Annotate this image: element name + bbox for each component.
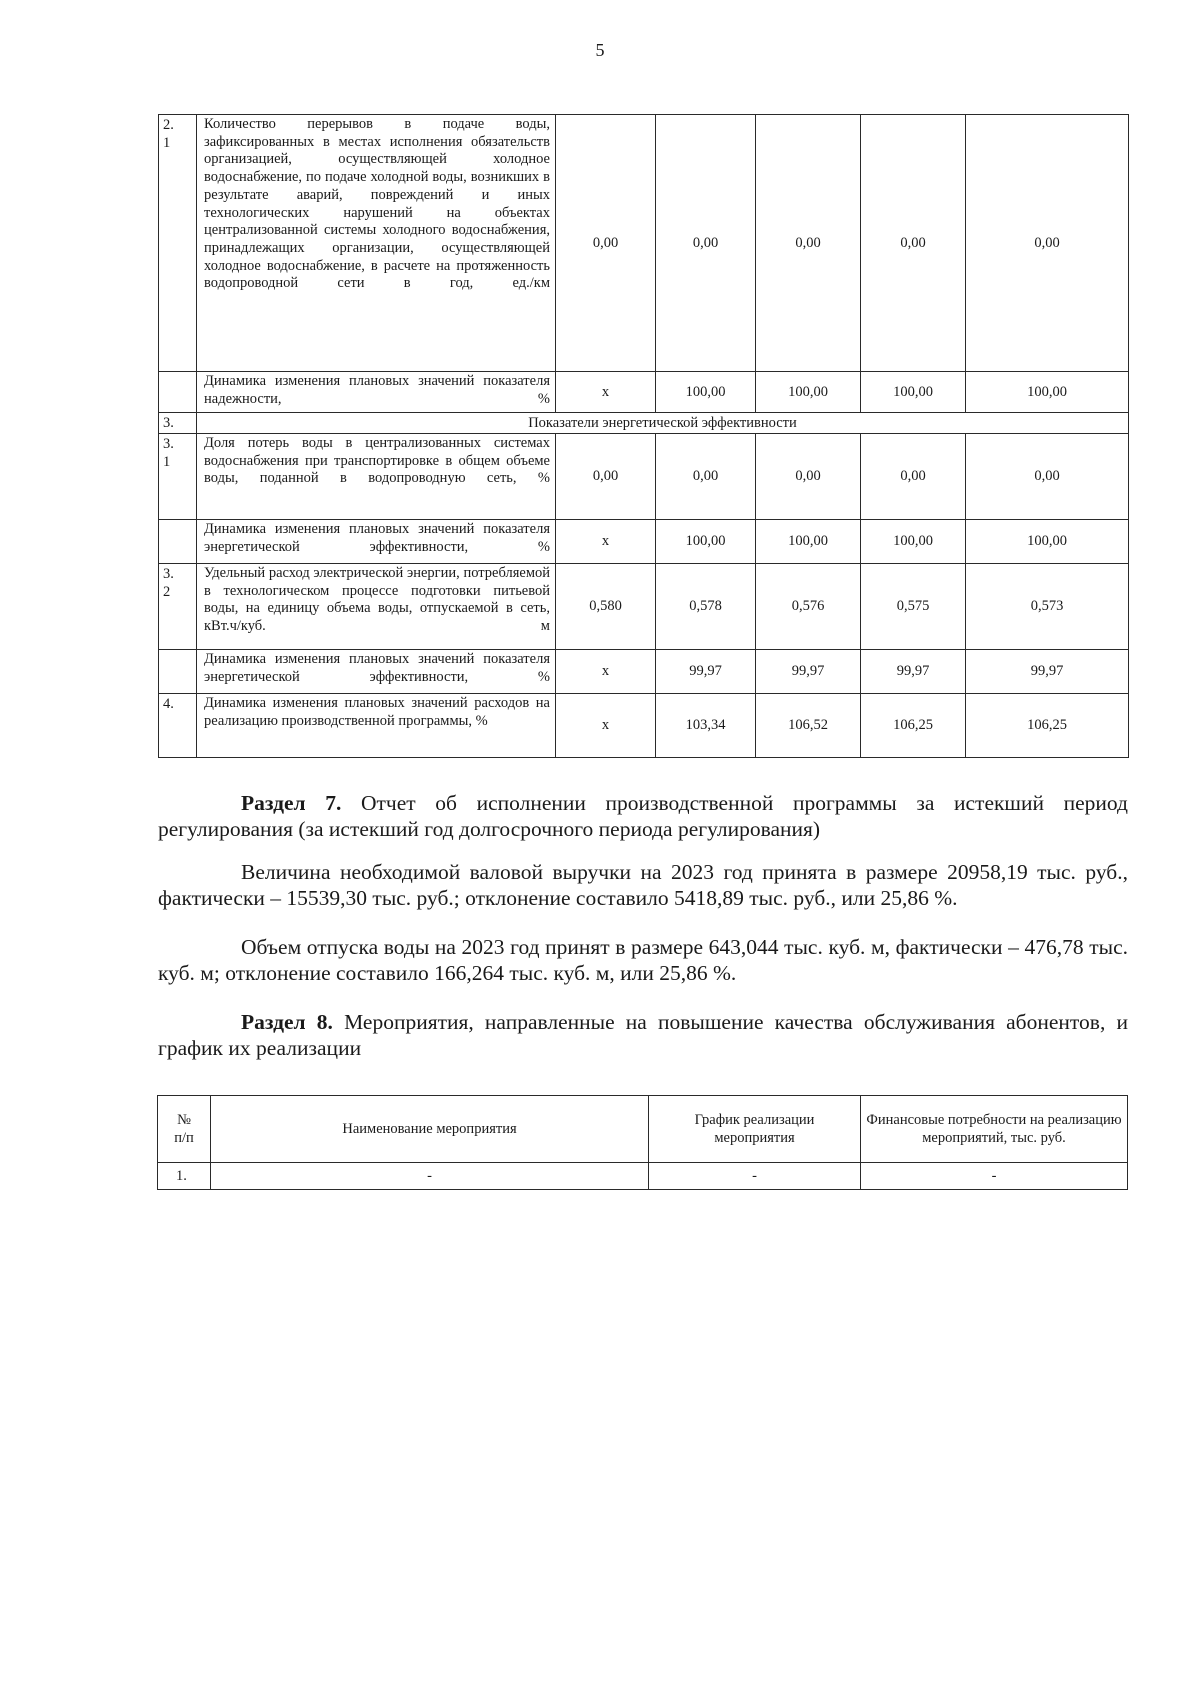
indicators-table	[158, 114, 1129, 758]
table-cell: -	[861, 1163, 1128, 1190]
table-header-row	[158, 1096, 1128, 1163]
value-cell: 100,00	[861, 520, 966, 564]
value-cell: 103,34	[656, 694, 756, 758]
value-cell: 0,00	[656, 115, 756, 372]
value-cell: 0,00	[556, 434, 656, 520]
value-cell: 100,00	[966, 520, 1129, 564]
indicator-name: Количество перерывов в подаче воды, зафиксированных в местах исполнения обязательств организацией, осуществляющей холодное водоснабжение, по подаче холодной воды, возникших в результате аварий, повреждений и иных технологических нарушений на объектах централизованной системы холодного водоснабжения, принадлежащих организации, осуществляющей холодное водоснабжение, в расчете на протяженность водопроводной сети в год, ед./км	[197, 115, 556, 372]
section-7-heading	[158, 790, 1128, 842]
table-cell: -	[211, 1163, 649, 1190]
row-number: 4.	[159, 694, 197, 758]
value-cell: 0,00	[966, 115, 1129, 372]
value-cell: 100,00	[861, 372, 966, 413]
value-cell: х	[556, 372, 656, 413]
value-cell: 0,00	[756, 434, 861, 520]
section-title: Показатели энергетической эффективности	[197, 413, 1129, 434]
section-8-title: Мероприятия, направленные на повышение качества обслуживания абонентов, и график их реализации	[158, 1010, 1128, 1060]
table-row	[159, 434, 1129, 520]
column-header: Наименование мероприятия	[211, 1096, 649, 1163]
value-cell: 100,00	[756, 520, 861, 564]
value-cell: х	[556, 694, 656, 758]
value-cell: 100,00	[656, 372, 756, 413]
indicator-name: Динамика изменения плановых значений расходов на реализацию производственной программы, %	[197, 694, 556, 758]
table-row	[159, 520, 1129, 564]
value-cell: 0,575	[861, 564, 966, 650]
section-row	[159, 413, 1129, 434]
value-cell: 0,00	[756, 115, 861, 372]
indicator-name: Динамика изменения плановых значений показателя надежности, %	[197, 372, 556, 413]
value-cell: х	[556, 650, 656, 694]
value-cell: 106,52	[756, 694, 861, 758]
value-cell: 0,00	[656, 434, 756, 520]
table-cell: -	[649, 1163, 861, 1190]
column-header: График реализации мероприятия	[649, 1096, 861, 1163]
value-cell: 0,573	[966, 564, 1129, 650]
section-7-paragraph-revenue: Величина необходимой валовой выручки на 2023 год принята в размере 20958,19 тыс. руб., фактически – 15539,30 тыс. руб.; отклонение составило 5418,89 тыс. руб., или 25,86 %.	[158, 860, 1128, 910]
value-cell: 100,00	[966, 372, 1129, 413]
value-cell: 0,00	[966, 434, 1129, 520]
section-8-label: Раздел 8.	[241, 1010, 333, 1034]
indicator-name: Доля потерь воды в централизованных системах водоснабжения при транспортировке в общем объеме воды, поданной в водопроводную сеть, %	[197, 434, 556, 520]
indicator-name: Динамика изменения плановых значений показателя энергетической эффективности, %	[197, 650, 556, 694]
row-number	[159, 650, 197, 694]
value-cell: 0,00	[861, 434, 966, 520]
measures-table	[157, 1095, 1128, 1190]
table-row	[159, 650, 1129, 694]
row-number: 3.	[159, 413, 197, 434]
value-cell: х	[556, 520, 656, 564]
value-cell: 0,576	[756, 564, 861, 650]
value-cell: 0,580	[556, 564, 656, 650]
row-number: 2. 1	[159, 115, 197, 372]
page-number: 5	[595, 40, 605, 60]
table-row	[159, 564, 1129, 650]
table-row	[158, 1163, 1128, 1190]
value-cell: 99,97	[756, 650, 861, 694]
value-cell: 99,97	[966, 650, 1129, 694]
column-header: № п/п	[158, 1096, 211, 1163]
value-cell: 106,25	[966, 694, 1129, 758]
value-cell: 99,97	[861, 650, 966, 694]
indicator-name: Динамика изменения плановых значений показателя энергетической эффективности, %	[197, 520, 556, 564]
table-cell: 1.	[158, 1163, 211, 1190]
value-cell: 0,00	[861, 115, 966, 372]
section-7-label: Раздел 7.	[241, 791, 342, 815]
indicator-name: Удельный расход электрической энергии, потребляемой в технологическом процессе подготовки питьевой воды, на единицу объема воды, отпускаемой в сеть, кВт.ч/куб. м	[197, 564, 556, 650]
table-row	[159, 115, 1129, 372]
row-number	[159, 520, 197, 564]
value-cell: 106,25	[861, 694, 966, 758]
column-header: Финансовые потребности на реализацию мероприятий, тыс. руб.	[861, 1096, 1128, 1163]
row-number: 3. 1	[159, 434, 197, 520]
table-row	[159, 372, 1129, 413]
value-cell: 100,00	[756, 372, 861, 413]
value-cell: 100,00	[656, 520, 756, 564]
section-7-title: Отчет об исполнении производственной программы за истекший период регулирования (за истекший год долгосрочного периода регулирования)	[158, 791, 1128, 841]
value-cell: 0,00	[556, 115, 656, 372]
row-number: 3. 2	[159, 564, 197, 650]
row-number	[159, 372, 197, 413]
value-cell: 0,578	[656, 564, 756, 650]
table-row	[159, 694, 1129, 758]
value-cell: 99,97	[656, 650, 756, 694]
section-8-heading	[158, 1009, 1128, 1061]
section-7-paragraph-volume: Объем отпуска воды на 2023 год принят в размере 643,044 тыс. куб. м, фактически – 476,78 тыс. куб. м; отклонение составило 166,264 тыс. куб. м, или 25,86 %.	[158, 935, 1128, 985]
